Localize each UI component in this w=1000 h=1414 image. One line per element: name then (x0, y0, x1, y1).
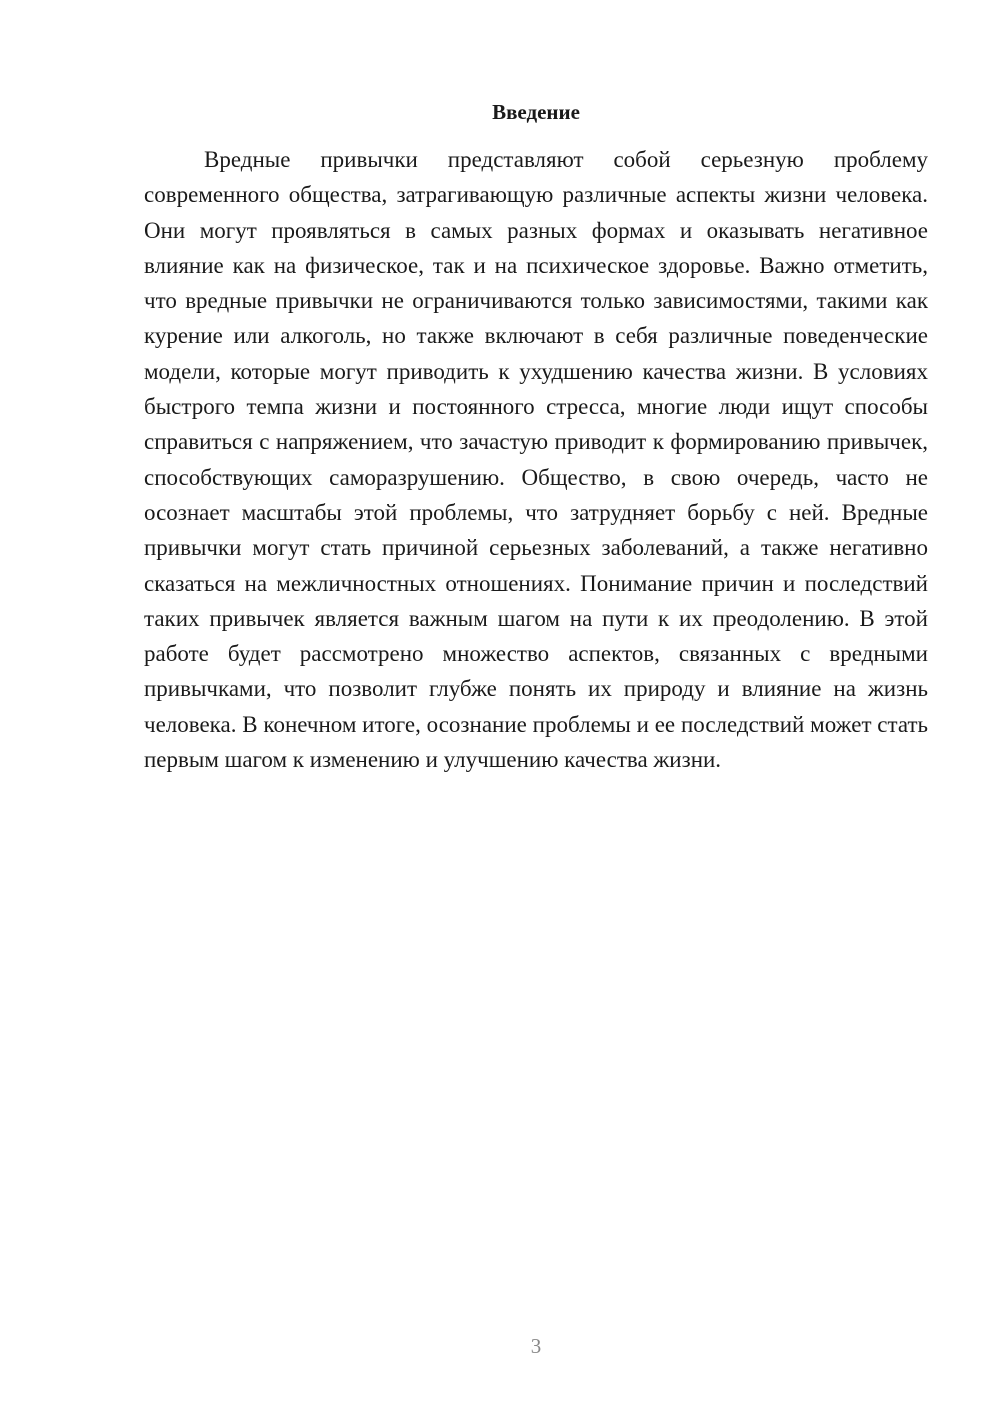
body-paragraph: Вредные привычки представляют собой серьезную проблему современного общества, затрагивающую различные аспекты жизни человека. Они могут проявляться в самых разных формах и оказывать негативное влияние как на физическое, так и на психическое здоровье. Важно отметить, что вредные привычки не ограничиваются только зависимостями, такими как курение или алкоголь, но также включают в себя различные поведенческие модели, которые могут приводить к ухудшению качества жизни. В условиях быстрого темпа жизни и постоянного стресса, многие люди ищут способы справиться с напряжением, что зачастую приводит к формированию привычек, способствующих саморазрушению. Общество, в свою очередь, часто не осознает масштабы этой проблемы, что затрудняет борьбу с ней. Вредные привычки могут стать причиной серьезных заболеваний, а также негативно сказаться на межличностных отношениях. Понимание причин и последствий таких привычек является важным шагом на пути к их преодолению. В этой работе будет рассмотрено множество аспектов, связанных с вредными привычками, что позволит глубже понять их природу и влияние на жизнь человека. В конечном итоге, осознание проблемы и ее последствий может стать первым шагом к изменению и улучшению качества жизни. (144, 147, 928, 773)
page-number: 3 (530, 1334, 542, 1358)
section-heading: Введение (492, 100, 580, 124)
